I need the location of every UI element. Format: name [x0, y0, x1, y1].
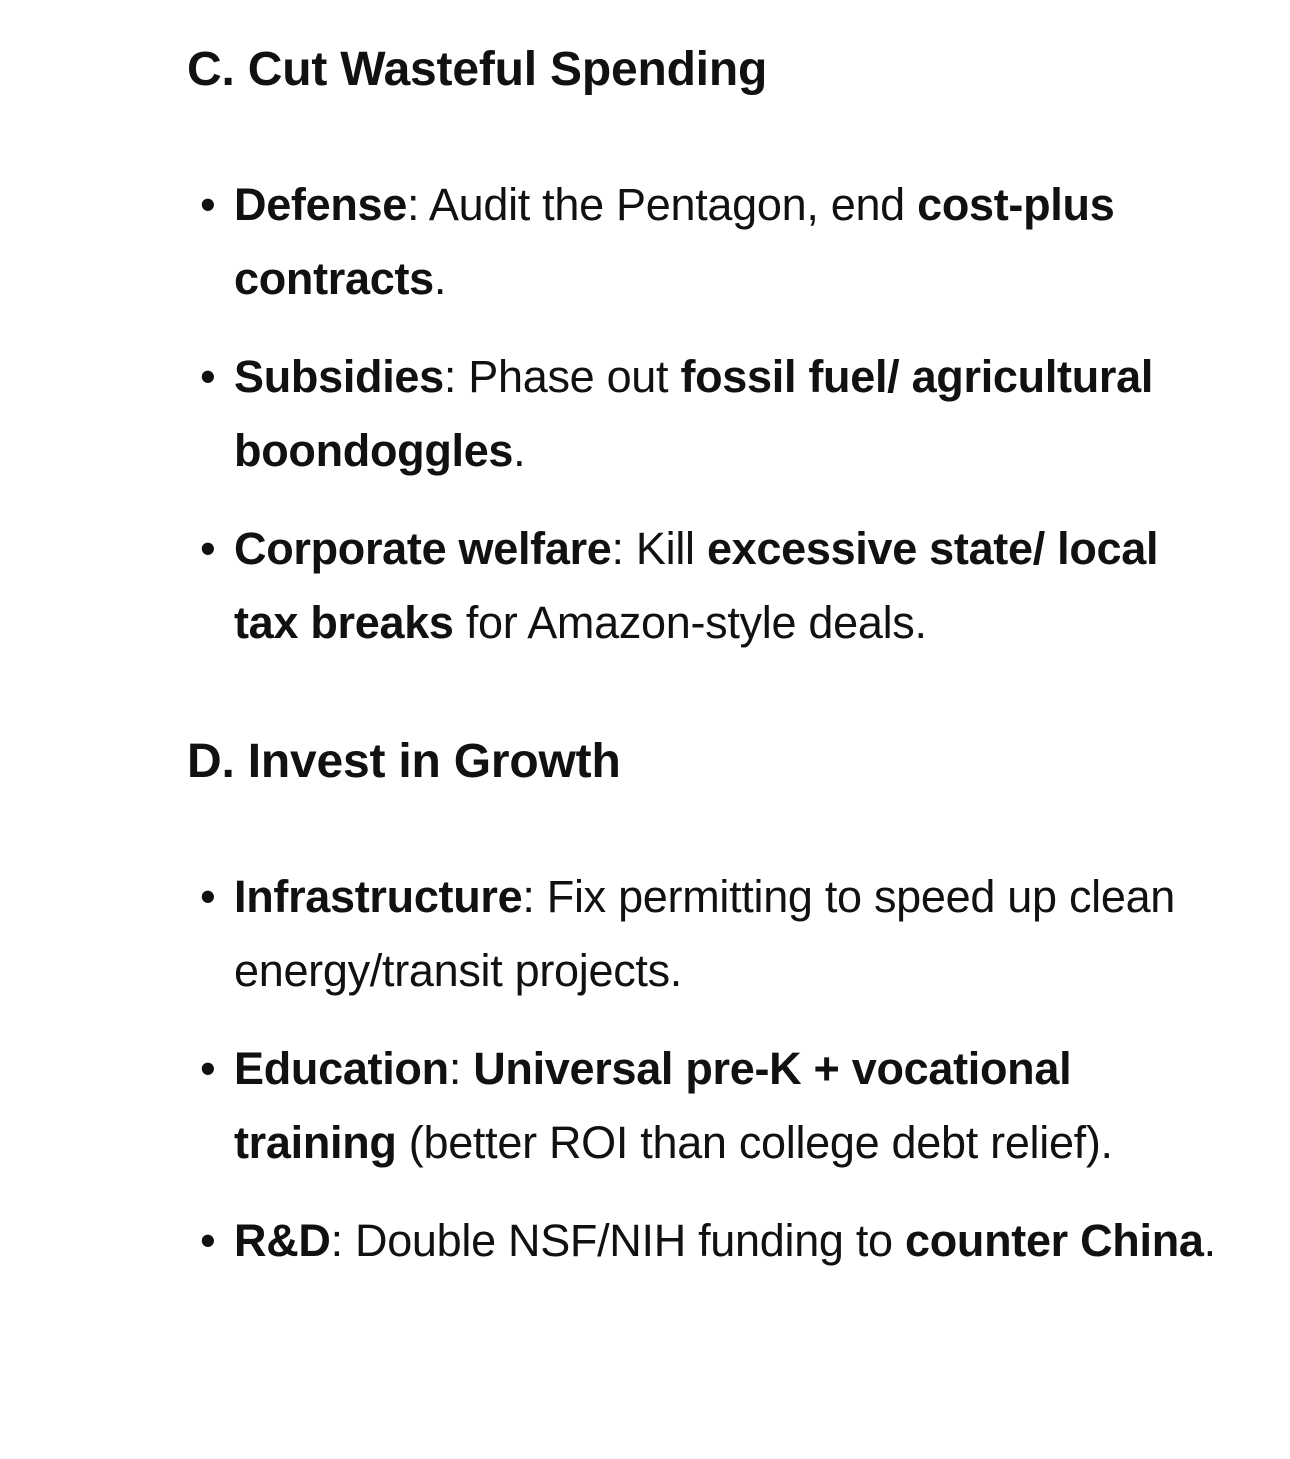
section-heading-c: C. Cut Wasteful Spending	[187, 43, 768, 96]
item-text-end: .	[513, 425, 526, 476]
item-bold-text: excessive state/ local tax breaks	[234, 523, 1159, 648]
bullet-icon: •	[200, 523, 216, 574]
item-term: R&D	[234, 1215, 331, 1266]
bullet-list-d	[187, 860, 1227, 1278]
item-text-end: for Amazon-style deals.	[453, 597, 927, 648]
bullet-icon: •	[200, 1215, 216, 1266]
item-term: Subsidies	[234, 351, 444, 402]
item-text: Double NSF/NIH funding to	[342, 1215, 905, 1266]
item-bold-text: cost-plus contracts	[234, 179, 1115, 304]
item-separator: :	[443, 351, 457, 402]
item-term: Defense	[234, 179, 407, 230]
list-item-corporate-welfare	[187, 512, 1227, 660]
section-heading-d: D. Invest in Growth	[187, 735, 621, 788]
item-separator: :	[330, 1215, 343, 1266]
item-separator: :	[448, 1043, 462, 1094]
item-separator: :	[611, 523, 624, 574]
item-bold-text: counter China	[904, 1215, 1204, 1266]
bullet-icon: •	[200, 871, 216, 922]
item-term: Education	[234, 1043, 449, 1094]
item-separator: :	[406, 179, 420, 230]
item-text-end: .	[433, 253, 447, 304]
bullet-list-c	[187, 168, 1227, 660]
list-item-education	[187, 1032, 1227, 1180]
item-bold-text: fossil fuel/ agricultural boondoggles	[234, 351, 1154, 476]
item-text: Phase out	[456, 351, 681, 402]
item-text: Fix permitting to speed up clean energy/transit projects.	[234, 871, 1176, 996]
item-term: Infrastructure	[234, 871, 523, 922]
list-item-rnd	[187, 1204, 1227, 1278]
list-item-defense	[187, 168, 1227, 316]
list-item-infrastructure	[187, 860, 1227, 1008]
item-text: Audit the Pentagon, end	[419, 179, 918, 230]
item-term: Corporate welfare	[234, 523, 612, 574]
item-text-end: .	[1203, 1215, 1216, 1266]
list-item-subsidies	[187, 340, 1227, 488]
bullet-icon: •	[200, 1043, 216, 1094]
bullet-icon: •	[200, 351, 216, 402]
item-bold-text: Universal pre-K + vocational training	[234, 1043, 1072, 1168]
bullet-icon: •	[200, 179, 216, 230]
item-text	[461, 1043, 473, 1094]
item-text-end: (better ROI than college debt relief).	[396, 1117, 1113, 1168]
item-text: Kill	[623, 523, 707, 574]
item-separator: :	[522, 871, 535, 922]
